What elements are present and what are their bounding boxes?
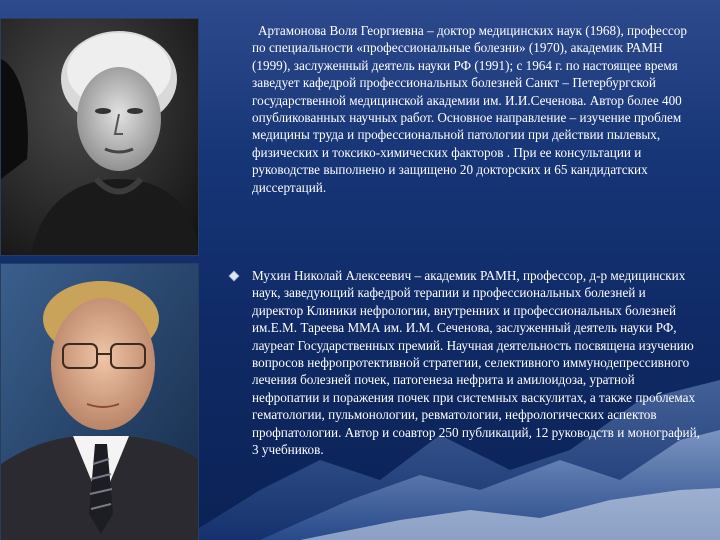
portrait-man-photo — [0, 263, 199, 540]
bio-mukhin-text: Мухин Николай Алексеевич – академик РАМН, профессор, д-р медицинских наук, заведующий кафедрой терапии и профессиональных болезней и директор Клиники нефрологии, внутренних и профессиональных болезней им.Е.М. Тареева ММА им. И.М. Сеченова, заслуженный деятель науки РФ, лауреат Государственных премий. Научная деятельность посвящена изучению вопросов нефропротективной стратегии, селективного иммунодепрессивного лечения болезней почек, патогенеза нефрита и амилоидоза, уратной нефропатии и поражения почек при системных васкулитах, а также проблемах гематологии, пульмонологии, ревматологии, нефрологических аспектов профпатологии. Автор и соавтор 250 публикаций, 12 руководств и монографий, 3 учебников. — [252, 268, 700, 458]
diamond-bullet-icon — [228, 270, 240, 282]
portrait-woman-photo — [0, 18, 199, 256]
bio-artamonova-text: Артамонова Воля Георгиевна – доктор медицинских наук (1968), профессор по специальности «профессиональные болезни» (1970), академик РАМН (1999), заслуженный деятель науки РФ (1991); с 1964 г. по настоящее время заведует кафедрой профессиональных болезней Санкт – Петербургской государственной медицинской академии им. И.И.Сеченова. Автор более 400 опубликованных научных работ. Основное направление – изучение проблем медицины труда и профессиональной патологии при действии пылевых, физических и токсико-химических факторов . При ее консультации и руководстве выполнено и защищено 20 докторских и 65 кандидатских диссертаций. — [252, 23, 687, 195]
